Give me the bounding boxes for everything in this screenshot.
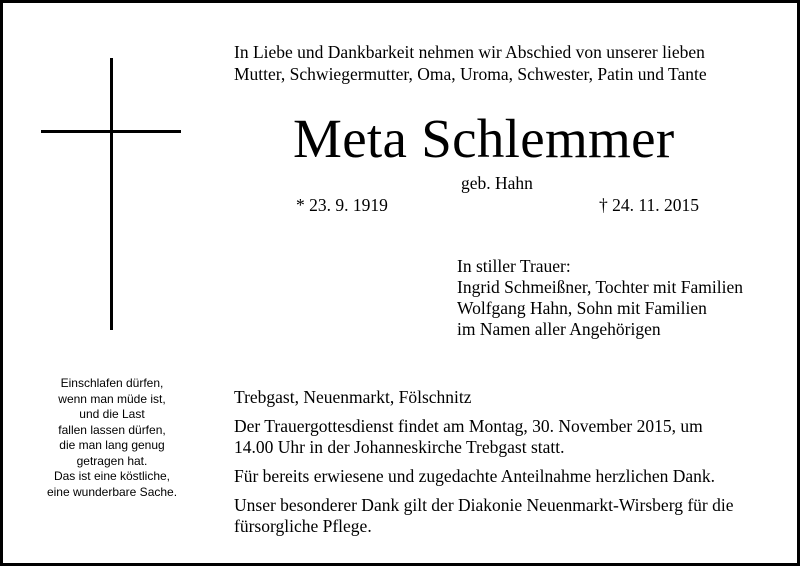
special-thanks-line: Unser besonderer Dank gilt der Diakonie Neuenmarkt-Wirsberg für die [234, 495, 734, 515]
poem [23, 376, 201, 500]
mourners-heading: In stiller Trauer: [457, 256, 571, 276]
mourners-block [457, 256, 743, 340]
mourner-line: im Namen aller Angehörigen [457, 319, 661, 339]
mourner-line: Ingrid Schmeißner, Tochter mit Familien [457, 277, 743, 297]
poem-line: eine wunderbare Sache. [46, 484, 178, 499]
intro-text [234, 41, 707, 85]
poem-line: Das ist eine köstliche, [53, 469, 171, 483]
poem-line: die man lang genug [59, 438, 165, 452]
service-line: 14.00 Uhr in der Johanneskirche Trebgast statt. [234, 437, 565, 457]
special-thanks-line: fürsorgliche Pflege. [234, 516, 372, 536]
poem-line: fallen lassen dürfen, [58, 422, 166, 437]
funeral-service-info [234, 416, 703, 458]
poem-line: Einschlafen dürfen, [60, 376, 164, 390]
service-line: Der Trauergottesdienst findet am Montag, 30. November 2015, um [234, 416, 703, 436]
intro-line: In Liebe und Dankbarkeit nehmen wir Abschied von unserer lieben [234, 42, 705, 62]
deceased-name: Meta Schlemmer [293, 108, 675, 169]
thanks-text: Für bereits erwiesene und zugedachte Anteilnahme herzlichen Dank. [234, 466, 716, 486]
birth-name: geb. Hahn [461, 173, 533, 193]
intro-line: Mutter, Schwiegermutter, Oma, Uroma, Schwester, Patin und Tante [234, 64, 707, 84]
death-date: † 24. 11. 2015 [599, 195, 699, 215]
poem-line: und die Last [79, 407, 145, 421]
places: Trebgast, Neuenmarkt, Fölschnitz [234, 387, 472, 407]
cross-horizontal-bar [41, 130, 181, 133]
poem-line: wenn man müde ist, [58, 391, 166, 406]
special-thanks [234, 495, 734, 537]
mourner-line: Wolfgang Hahn, Sohn mit Familien [457, 298, 707, 318]
birth-date: * 23. 9. 1919 [296, 195, 388, 215]
cross-vertical-bar [110, 58, 113, 330]
poem-line: getragen hat. [76, 453, 148, 468]
